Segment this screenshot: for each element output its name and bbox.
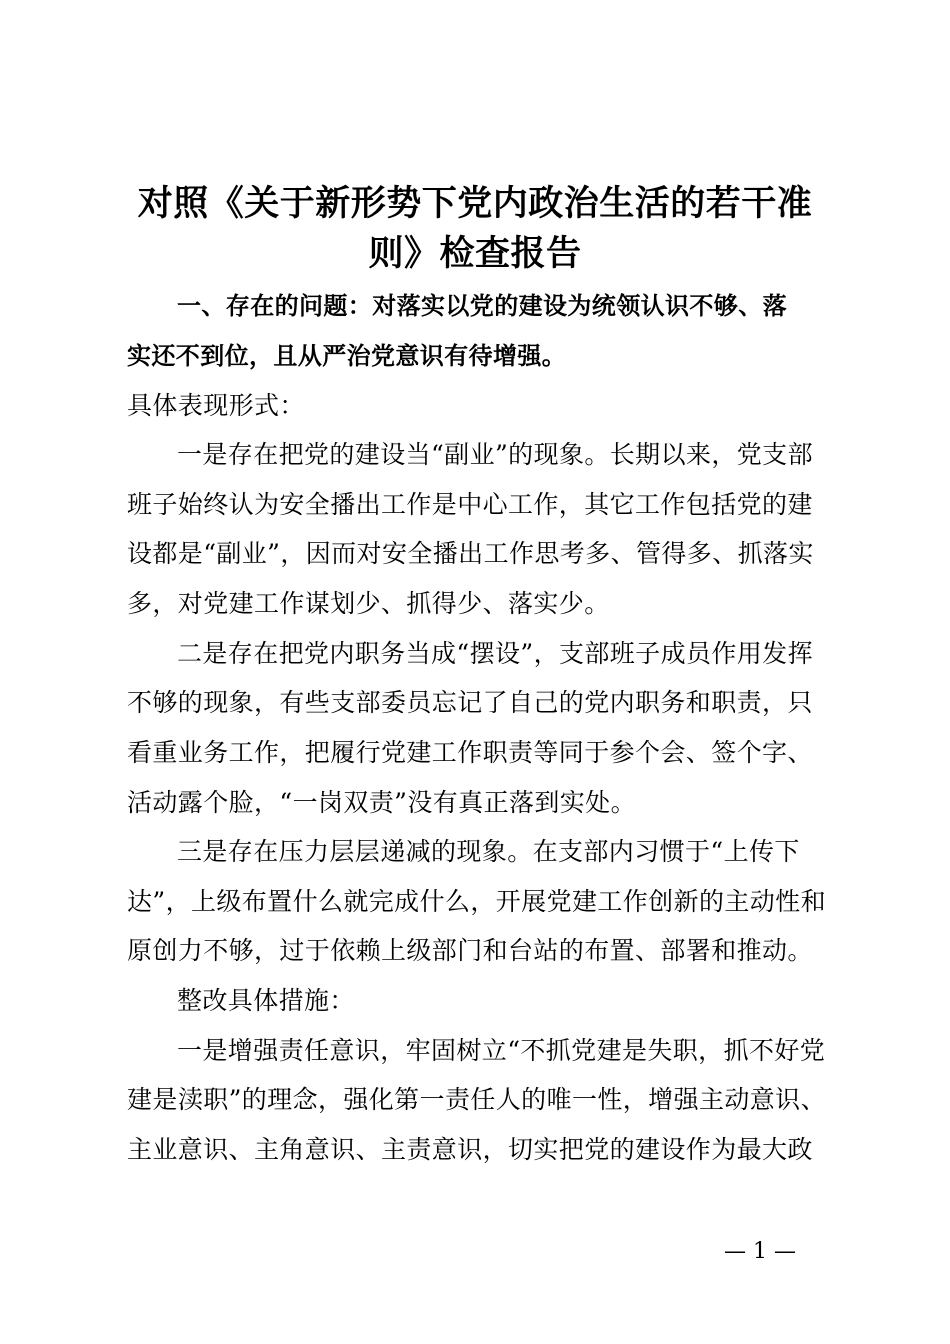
paragraph-3-line-2: 达”，上级布置什么就完成什么，开展党建工作创新的主动性和: [127, 887, 826, 916]
paragraph-4-line-3: 主业意识、主角意识、主责意识，切实把党的建设作为最大政: [127, 1135, 813, 1164]
paragraph-4-line-1: 一是增强责任意识，牢固树立“不抓党建是失职，抓不好党: [177, 1036, 826, 1065]
paragraph-1-line-4: 多，对党建工作谋划少、抓得少、落实少。: [127, 589, 610, 618]
paragraph-2-line-1: 二是存在把党内职务当成“摆设”，支部班子成员作用发挥: [177, 639, 813, 668]
paragraph-1-line-1: 一是存在把党的建设当“副业”的现象。长期以来，党支部: [177, 440, 813, 469]
subheading-manifestations: 具体表现形式：: [127, 391, 305, 420]
paragraph-2-line-2: 不够的现象，有些支部委员忘记了自己的党内职务和职责，只: [127, 688, 813, 717]
paragraph-1-line-3: 设都是“副业”，因而对安全播出工作思考多、管得多、抓落实: [127, 539, 814, 568]
paragraph-3-line-1: 三是存在压力层层递减的现象。在支部内习惯于“上传下: [177, 837, 800, 866]
section-heading-line-2: 实还不到位，且从严治党意识有待增强。: [127, 342, 567, 370]
paragraph-1-line-2: 班子始终认为安全播出工作是中心工作，其它工作包括党的建: [127, 490, 813, 519]
subheading-measures: 整改具体措施：: [177, 986, 355, 1015]
paragraph-2-line-4: 活动露个脸，“一岗双责”没有真正落到实处。: [127, 788, 636, 817]
paragraph-2-line-3: 看重业务工作，把履行党建工作职责等同于参个会、签个字、: [127, 738, 813, 767]
section-heading-line-1: 一、存在的问题：对落实以党的建设为统领认识不够、落: [177, 292, 787, 320]
document-title-line-1: 对照《关于新形势下党内政治生活的若干准: [137, 184, 813, 224]
paragraph-4-line-2: 建是渎职”的理念，强化第一责任人的唯一性，增强主动意识、: [127, 1085, 826, 1114]
paragraph-3-line-3: 原创力不够，过于依赖上级部门和台站的布置、部署和推动。: [127, 936, 813, 965]
document-title-line-2: 则》检查报告: [368, 234, 582, 274]
page-number: — 1 —: [724, 1239, 796, 1264]
